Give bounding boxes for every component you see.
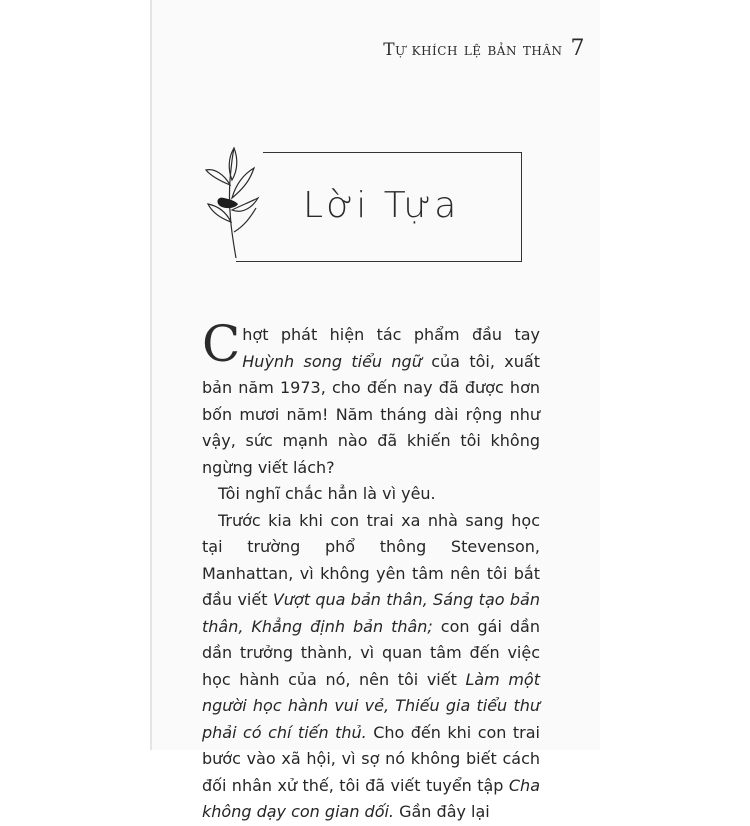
paragraph-3-run: Trước kia khi con trai xa nhà sang học tại trường phổ thông Stevenson, Manhattan, vì không yên tâm nên tôi bắt đầu viết: [202, 510, 540, 609]
page-edge: [150, 0, 152, 750]
title-frame-top: [263, 152, 522, 153]
paragraph-1: [202, 315, 540, 481]
paragraph-3-run: Làm một người học hành vui vẻ, Thiếu gia tiểu thư phải có chí tiến thủ.: [202, 669, 540, 742]
dark-leaf: [217, 198, 238, 209]
running-header: [383, 36, 585, 61]
paragraph-3-run: Vượt qua bản thân, Sáng tạo bản thân, Khẳng định bản thân;: [202, 590, 540, 636]
paragraph-1-run: của tôi, xuất bản năm 1973, cho đến nay đã được hơn bốn mươi năm! Năm tháng dài rộng như vậy, sức mạnh nào đã khiến tôi không ngừng viết lách?: [202, 351, 540, 477]
drop-cap: C: [202, 315, 241, 373]
running-header-title: Tự khích lệ bản thân: [383, 40, 563, 60]
title-frame-right: [521, 152, 522, 262]
paragraph-1-text: [202, 315, 540, 477]
chapter-title: Lời Tựa: [303, 185, 460, 226]
page-number: 7: [570, 36, 585, 61]
paragraph-1-run: Huỳnh song tiểu ngữ: [242, 351, 422, 371]
paragraph-3-run: Cho đến khi con trai bước vào xã hội, vì sợ nó không biết cách đối nhân xử thế, tôi đã viết tuyển tập: [202, 722, 540, 795]
paragraph-3-run: Cha không dạy con gian dối.: [202, 775, 540, 821]
paragraph-3-run: Gần đây lại: [394, 802, 490, 821]
title-frame-bottom: [236, 261, 522, 262]
paragraph-1-run: hợt phát hiện tác phẩm đầu tay: [242, 325, 540, 344]
paragraph-3-run: con gái dần dần trưởng thành, vì quan tâm đến việc học hành của nó, nên tôi viết: [202, 616, 540, 689]
leaf-branch-icon: [198, 140, 278, 260]
paragraph-3: [202, 508, 540, 826]
paragraph-2: Tôi nghĩ chắc hẳn là vì yêu.: [218, 484, 436, 503]
